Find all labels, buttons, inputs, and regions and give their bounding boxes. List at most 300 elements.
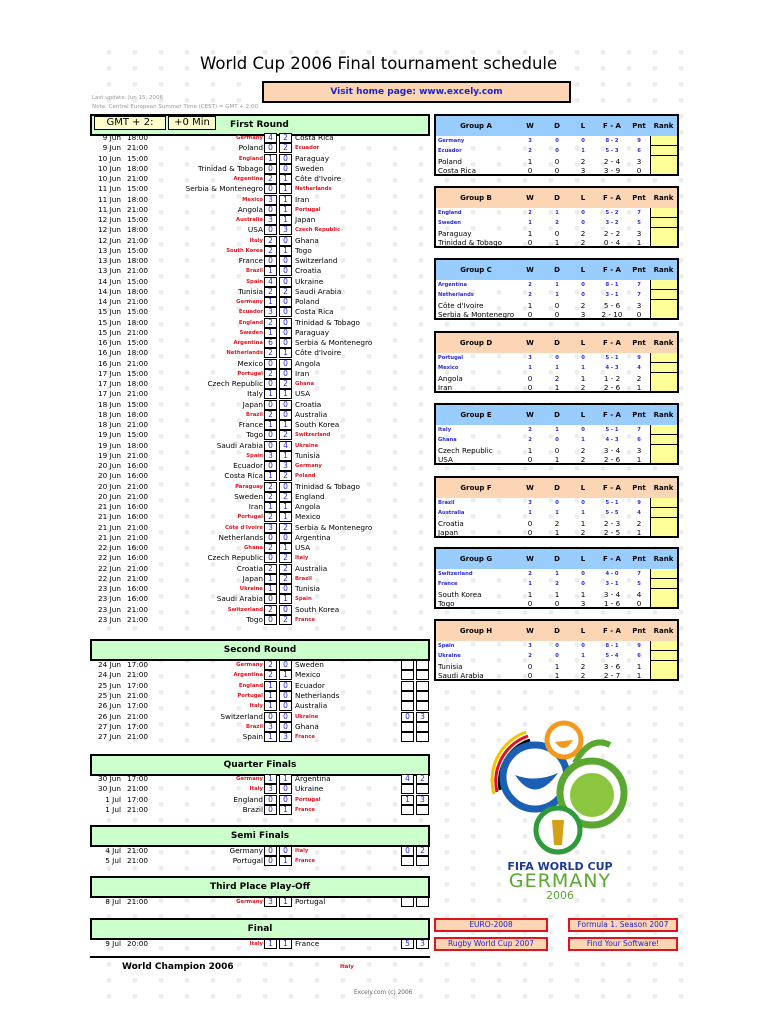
- home-score-input[interactable]: 3: [264, 784, 277, 794]
- away-team: France: [295, 858, 315, 865]
- home-penalty-input[interactable]: [401, 732, 414, 742]
- away-score-input[interactable]: 2: [279, 430, 292, 440]
- column-header: W: [526, 339, 534, 347]
- away-penalty-input[interactable]: [416, 660, 429, 670]
- points: 2: [636, 518, 642, 528]
- away-score-input[interactable]: 3: [279, 732, 292, 742]
- away-score-input[interactable]: 0: [279, 712, 292, 722]
- match-time: 17:00: [127, 774, 149, 783]
- column-header: D: [554, 266, 560, 274]
- group-standing-row: [436, 455, 677, 465]
- home-team-cell: [110, 856, 264, 866]
- home-score-input[interactable]: 1: [264, 420, 277, 430]
- rank-input[interactable]: [650, 309, 677, 319]
- away-score-input[interactable]: 0: [279, 784, 292, 794]
- rank-input[interactable]: [650, 508, 677, 518]
- home-team: Argentina: [233, 176, 263, 182]
- away-score-input[interactable]: 1: [279, 512, 292, 522]
- group-header: [436, 621, 677, 641]
- away-score-input[interactable]: 2: [279, 574, 292, 584]
- column-header: L: [580, 411, 586, 419]
- rank-input[interactable]: [650, 435, 677, 445]
- away-team: Côte d'Ivoire: [295, 348, 342, 358]
- match-row: [90, 328, 430, 338]
- losses: 2: [580, 156, 586, 166]
- away-score-input[interactable]: 0: [279, 154, 292, 164]
- rank-input[interactable]: [650, 425, 677, 435]
- away-score-input[interactable]: 1: [279, 389, 292, 399]
- group-standing-row: [436, 146, 677, 156]
- goals-for-against: 8 - 2: [605, 138, 619, 144]
- match-row: [90, 410, 430, 420]
- away-score-input[interactable]: 0: [279, 681, 292, 691]
- group-standing-row: [436, 300, 677, 310]
- home-penalty-input[interactable]: [401, 897, 414, 907]
- home-penalty-input[interactable]: 4: [401, 774, 414, 784]
- away-team: Switzerland: [295, 432, 331, 439]
- away-score-input[interactable]: 1: [279, 594, 292, 604]
- away-score-input[interactable]: 0: [279, 266, 292, 276]
- points: 7: [637, 427, 641, 433]
- away-penalty-input[interactable]: [416, 897, 429, 907]
- team-name: USA: [438, 454, 453, 464]
- match-row: [90, 605, 430, 615]
- home-penalty-input[interactable]: [401, 784, 414, 794]
- home-score-input[interactable]: 2: [264, 670, 277, 680]
- team-name: South Korea: [438, 589, 482, 599]
- away-score-input[interactable]: 0: [279, 164, 292, 174]
- draws: 2: [555, 581, 559, 587]
- away-team-cell: [295, 154, 445, 164]
- home-score-input[interactable]: 1: [264, 328, 277, 338]
- home-score-input[interactable]: 3: [264, 307, 277, 317]
- home-score-input[interactable]: 2: [264, 369, 277, 379]
- losses: 3: [580, 165, 586, 175]
- away-score-input[interactable]: 0: [279, 584, 292, 594]
- home-team-cell: [110, 553, 264, 563]
- away-score-input[interactable]: 1: [279, 215, 292, 225]
- away-team: Ghana: [295, 235, 319, 245]
- rank-input[interactable]: [650, 146, 677, 156]
- goals-for-against: 1 - 6: [603, 598, 621, 608]
- away-team: Croatia: [295, 266, 322, 276]
- away-score-input[interactable]: 1: [279, 420, 292, 430]
- away-penalty-input[interactable]: [416, 805, 429, 815]
- group-header: [436, 260, 677, 280]
- column-header: W: [526, 627, 534, 635]
- match-row: [90, 939, 430, 949]
- away-penalty-input[interactable]: [416, 732, 429, 742]
- home-team-cell: [110, 543, 264, 553]
- away-penalty-input[interactable]: 3: [416, 795, 429, 805]
- away-score-input[interactable]: 1: [279, 205, 292, 215]
- home-penalty-input[interactable]: 0: [401, 846, 414, 856]
- group-table-h: [434, 619, 679, 681]
- home-score-input[interactable]: 0: [264, 379, 277, 389]
- home-penalty-input[interactable]: [401, 670, 414, 680]
- home-score-input[interactable]: 1: [264, 681, 277, 691]
- home-penalty-input[interactable]: [401, 856, 414, 866]
- home-score-input[interactable]: 0: [264, 795, 277, 805]
- away-score-input[interactable]: 1: [279, 174, 292, 184]
- away-score-input[interactable]: 2: [279, 143, 292, 153]
- rank-input[interactable]: [650, 290, 677, 300]
- away-score-input[interactable]: 0: [279, 256, 292, 266]
- rank-input[interactable]: [650, 165, 677, 175]
- home-penalty-input[interactable]: [401, 681, 414, 691]
- away-score-input[interactable]: 4: [279, 441, 292, 451]
- points: 1: [636, 527, 642, 537]
- home-team: Switzerland: [220, 711, 263, 721]
- wins: 0: [527, 309, 533, 319]
- team-name: Angola: [438, 373, 463, 383]
- match-time: 15:00: [127, 430, 149, 440]
- column-header: Pnt: [632, 627, 646, 635]
- match-date: 20 Jun: [97, 481, 121, 491]
- away-penalty-input[interactable]: [416, 691, 429, 701]
- away-score-input[interactable]: 0: [279, 297, 292, 307]
- match-row: [90, 795, 430, 805]
- away-score-input[interactable]: 0: [279, 359, 292, 369]
- match-time: 15:00: [127, 399, 149, 409]
- link-formula1-2007[interactable]: Formula 1. Season 2007: [568, 918, 678, 932]
- match-time: 21:00: [127, 266, 149, 276]
- home-score-input[interactable]: 4: [264, 133, 277, 143]
- home-penalty-input[interactable]: [401, 805, 414, 815]
- away-score-input[interactable]: 2: [279, 523, 292, 533]
- away-score-input[interactable]: 0: [279, 236, 292, 246]
- home-penalty-input[interactable]: [401, 660, 414, 670]
- home-score-input[interactable]: 1: [264, 939, 277, 949]
- losses: 0: [581, 500, 585, 506]
- away-score-input[interactable]: 1: [279, 897, 292, 907]
- home-score-input[interactable]: 1: [264, 471, 277, 481]
- losses: 1: [581, 148, 585, 154]
- match-row: [90, 584, 430, 594]
- home-score-input[interactable]: 0: [264, 805, 277, 815]
- away-score-input[interactable]: 2: [279, 564, 292, 574]
- away-penalty-input[interactable]: [416, 701, 429, 711]
- home-team-cell: [110, 359, 264, 369]
- column-header: Rank: [653, 122, 674, 130]
- home-team: Ecuador: [238, 309, 263, 316]
- away-score-input[interactable]: 0: [279, 605, 292, 615]
- semi-finals-header: Semi Finals: [90, 825, 430, 847]
- away-score-input[interactable]: 0: [279, 410, 292, 420]
- away-score-input[interactable]: 1: [279, 502, 292, 512]
- rank-input[interactable]: [650, 382, 677, 392]
- away-penalty-input[interactable]: 3: [416, 939, 429, 949]
- home-score-input[interactable]: 2: [264, 660, 277, 670]
- gmt-offset-selector[interactable]: GMT + 2:: [94, 116, 166, 130]
- draws: 0: [555, 355, 559, 361]
- home-score-input[interactable]: 0: [264, 712, 277, 722]
- home-score-input[interactable]: 0: [264, 461, 277, 471]
- draws: 1: [554, 661, 560, 671]
- home-team-cell: [110, 174, 264, 184]
- home-team: Paraguay: [235, 483, 263, 490]
- away-score-input[interactable]: 0: [279, 660, 292, 670]
- away-team: South Korea: [295, 420, 340, 429]
- away-score-input[interactable]: 0: [279, 533, 292, 543]
- home-score-input[interactable]: 0: [264, 256, 277, 266]
- away-score-input[interactable]: 0: [279, 369, 292, 379]
- home-score-input[interactable]: 0: [264, 184, 277, 194]
- away-penalty-input[interactable]: 3: [416, 712, 429, 722]
- away-score-input[interactable]: 1: [279, 543, 292, 553]
- away-score-input[interactable]: 0: [279, 846, 292, 856]
- home-score-input[interactable]: 1: [264, 154, 277, 164]
- away-score-input[interactable]: 0: [279, 701, 292, 711]
- home-score-input[interactable]: 3: [264, 722, 277, 732]
- away-team: Mexico: [295, 512, 321, 522]
- group-standing-row: [436, 641, 677, 651]
- away-team: Iran: [295, 368, 310, 378]
- away-team-cell: [295, 318, 445, 328]
- rank-input[interactable]: [650, 280, 677, 290]
- away-score-input[interactable]: 3: [279, 225, 292, 235]
- away-score-input[interactable]: 0: [279, 307, 292, 317]
- home-penalty-input[interactable]: 5: [401, 939, 414, 949]
- home-score-input[interactable]: 3: [264, 897, 277, 907]
- home-score-input[interactable]: 2: [264, 410, 277, 420]
- away-score-input[interactable]: 1: [279, 805, 292, 815]
- away-score-input[interactable]: 1: [279, 774, 292, 784]
- away-penalty-input[interactable]: [416, 784, 429, 794]
- away-team-cell: [295, 605, 445, 615]
- rank-input[interactable]: [650, 237, 677, 247]
- home-team-cell: [110, 266, 264, 276]
- away-score-input[interactable]: 1: [279, 195, 292, 205]
- home-team: England: [238, 155, 263, 162]
- home-score-input[interactable]: 0: [264, 430, 277, 440]
- match-date: 9 Jun: [102, 133, 121, 142]
- away-score-input[interactable]: 0: [279, 318, 292, 328]
- away-penalty-input[interactable]: 2: [416, 774, 429, 784]
- home-score-input[interactable]: 2: [264, 482, 277, 492]
- rank-input[interactable]: [650, 598, 677, 608]
- away-score-input[interactable]: 2: [279, 379, 292, 389]
- home-score-input[interactable]: 2: [264, 236, 277, 246]
- home-score-input[interactable]: 2: [264, 246, 277, 256]
- group-standing-row: [436, 156, 677, 166]
- home-score-input[interactable]: 3: [264, 451, 277, 461]
- rank-input[interactable]: [650, 353, 677, 363]
- column-header: Pnt: [632, 484, 646, 492]
- away-penalty-input[interactable]: [416, 722, 429, 732]
- home-score-input[interactable]: 2: [264, 605, 277, 615]
- home-score-input[interactable]: 3: [264, 215, 277, 225]
- away-score-input[interactable]: 2: [279, 287, 292, 297]
- away-score-input[interactable]: 3: [279, 461, 292, 471]
- home-score-input[interactable]: 0: [264, 533, 277, 543]
- losses: 1: [580, 373, 586, 383]
- link-euro-2008[interactable]: EURO-2008: [434, 918, 548, 932]
- rank-input[interactable]: [650, 527, 677, 537]
- home-score-input[interactable]: 2: [264, 348, 277, 358]
- link-rugby-world-cup-2007[interactable]: Rugby World Cup 2007: [434, 937, 548, 951]
- home-penalty-input[interactable]: [401, 722, 414, 732]
- team-name: Ukraine: [438, 653, 461, 659]
- quarter-finals-header: Quarter Finals: [90, 754, 430, 776]
- column-header: Rank: [653, 194, 674, 202]
- home-score-input[interactable]: 0: [264, 553, 277, 563]
- away-score-input[interactable]: 2: [279, 553, 292, 563]
- home-score-input[interactable]: 3: [264, 195, 277, 205]
- home-score-input[interactable]: 0: [264, 856, 277, 866]
- home-score-input[interactable]: 1: [264, 732, 277, 742]
- home-team-cell: [110, 420, 264, 430]
- match-date: 19 Jun: [97, 450, 121, 460]
- team-name: Netherlands: [438, 292, 474, 298]
- away-team: Paraguay: [295, 327, 330, 337]
- home-score-input[interactable]: 4: [264, 277, 277, 287]
- home-score-input[interactable]: 2: [264, 174, 277, 184]
- home-score-input[interactable]: 2: [264, 492, 277, 502]
- column-header: L: [580, 194, 586, 202]
- goals-for-against: 5 - 1: [605, 427, 619, 433]
- home-score-input[interactable]: 2: [264, 564, 277, 574]
- home-score-input[interactable]: 1: [264, 691, 277, 701]
- away-score-input[interactable]: 0: [279, 722, 292, 732]
- home-score-input[interactable]: 0: [264, 615, 277, 625]
- away-team-cell: [295, 256, 445, 266]
- away-score-input[interactable]: 2: [279, 492, 292, 502]
- match-date: 13 Jun: [97, 245, 121, 255]
- away-score-input[interactable]: 0: [279, 691, 292, 701]
- rank-input[interactable]: [650, 641, 677, 651]
- away-score-input[interactable]: 1: [279, 451, 292, 461]
- away-team: Italy: [295, 555, 309, 562]
- home-score-input[interactable]: 2: [264, 287, 277, 297]
- home-score-input[interactable]: 0: [264, 359, 277, 369]
- home-team: Togo: [246, 614, 263, 624]
- home-score-input[interactable]: 2: [264, 543, 277, 553]
- rank-input[interactable]: [650, 569, 677, 579]
- home-team-cell: [110, 225, 264, 235]
- column-header: Rank: [653, 484, 674, 492]
- visit-home-link[interactable]: Visit home page: www.excely.com: [262, 81, 571, 103]
- home-score-input[interactable]: 2: [264, 318, 277, 328]
- home-team-cell: [110, 584, 264, 594]
- link-find-your-software[interactable]: Find Your Software!: [568, 937, 678, 951]
- home-score-input[interactable]: 0: [264, 441, 277, 451]
- rank-input[interactable]: [650, 670, 677, 680]
- match-time: 16:00: [127, 512, 149, 522]
- home-score-input[interactable]: 1: [264, 266, 277, 276]
- match-date: 12 Jun: [97, 215, 121, 224]
- home-penalty-input[interactable]: 0: [401, 712, 414, 722]
- away-penalty-input[interactable]: [416, 681, 429, 691]
- away-team: Iran: [295, 194, 310, 204]
- losses: 0: [581, 220, 585, 226]
- home-team: Trinidad & Tobago: [197, 163, 263, 173]
- home-score-input[interactable]: 0: [264, 164, 277, 174]
- home-penalty-input[interactable]: [401, 691, 414, 701]
- away-score-input[interactable]: 2: [279, 615, 292, 625]
- away-team-cell: [295, 512, 445, 522]
- away-score-input[interactable]: 1: [279, 939, 292, 949]
- rank-input[interactable]: [650, 651, 677, 661]
- away-score-input[interactable]: 0: [279, 338, 292, 348]
- home-team: Czech Republic: [207, 379, 263, 388]
- home-score-input[interactable]: 2: [264, 512, 277, 522]
- home-score-input[interactable]: 0: [264, 143, 277, 153]
- points: 1: [636, 454, 642, 464]
- away-score-input[interactable]: 1: [279, 246, 292, 256]
- away-team: Netherlands: [295, 186, 332, 193]
- home-score-input[interactable]: 3: [264, 523, 277, 533]
- home-score-input[interactable]: 1: [264, 574, 277, 584]
- rank-input[interactable]: [650, 498, 677, 508]
- away-penalty-input[interactable]: 2: [416, 846, 429, 856]
- away-team-cell: [295, 287, 445, 297]
- home-team-cell: [110, 143, 264, 153]
- home-penalty-input[interactable]: 1: [401, 795, 414, 805]
- column-header: W: [526, 411, 534, 419]
- goals-for-against: 2 - 4: [603, 156, 621, 166]
- home-score-input[interactable]: 0: [264, 225, 277, 235]
- home-score-input[interactable]: 0: [264, 594, 277, 604]
- rank-input[interactable]: [650, 579, 677, 589]
- away-penalty-input[interactable]: [416, 856, 429, 866]
- away-team-cell: [295, 246, 445, 256]
- home-score-input[interactable]: 0: [264, 846, 277, 856]
- fifa-world-cup-2006-logo: [470, 695, 650, 900]
- match-time: 18:00: [127, 256, 149, 265]
- away-penalty-input[interactable]: [416, 670, 429, 680]
- away-score-input[interactable]: 0: [279, 400, 292, 410]
- away-score-input[interactable]: 1: [279, 670, 292, 680]
- rank-input[interactable]: [650, 454, 677, 464]
- home-score-input[interactable]: 1: [264, 774, 277, 784]
- home-score-input[interactable]: 1: [264, 502, 277, 512]
- rank-input[interactable]: [650, 363, 677, 373]
- match-row: [90, 348, 430, 358]
- away-score-input[interactable]: 1: [279, 348, 292, 358]
- home-score-input[interactable]: 1: [264, 584, 277, 594]
- rank-input[interactable]: [650, 136, 677, 146]
- home-score-input[interactable]: 1: [264, 389, 277, 399]
- minute-offset-selector[interactable]: +0 Min: [168, 116, 216, 130]
- group-standing-row: [436, 208, 677, 218]
- match-row: [90, 246, 430, 256]
- away-team-cell: [295, 502, 445, 512]
- away-score-input[interactable]: 0: [279, 795, 292, 805]
- away-score-input[interactable]: 0: [279, 328, 292, 338]
- away-score-input[interactable]: 1: [279, 184, 292, 194]
- points: 1: [636, 661, 642, 671]
- away-score-input[interactable]: 1: [279, 856, 292, 866]
- home-score-input[interactable]: 0: [264, 205, 277, 215]
- home-score-input[interactable]: 0: [264, 400, 277, 410]
- away-team: Croatia: [295, 399, 322, 409]
- home-score-input[interactable]: 1: [264, 297, 277, 307]
- home-team-cell: [110, 691, 264, 701]
- home-score-input[interactable]: 6: [264, 338, 277, 348]
- home-penalty-input[interactable]: [401, 701, 414, 711]
- away-score-input[interactable]: 0: [279, 482, 292, 492]
- home-score-input[interactable]: 1: [264, 701, 277, 711]
- match-date: 22 Jun: [97, 573, 121, 583]
- home-team: Netherlands: [218, 532, 263, 542]
- away-score-input[interactable]: 2: [279, 133, 292, 143]
- rank-input[interactable]: [650, 218, 677, 228]
- away-score-input[interactable]: 0: [279, 277, 292, 287]
- away-score-input[interactable]: 2: [279, 471, 292, 481]
- goals-for-against: 4 - 0: [605, 571, 619, 577]
- rank-input[interactable]: [650, 208, 677, 218]
